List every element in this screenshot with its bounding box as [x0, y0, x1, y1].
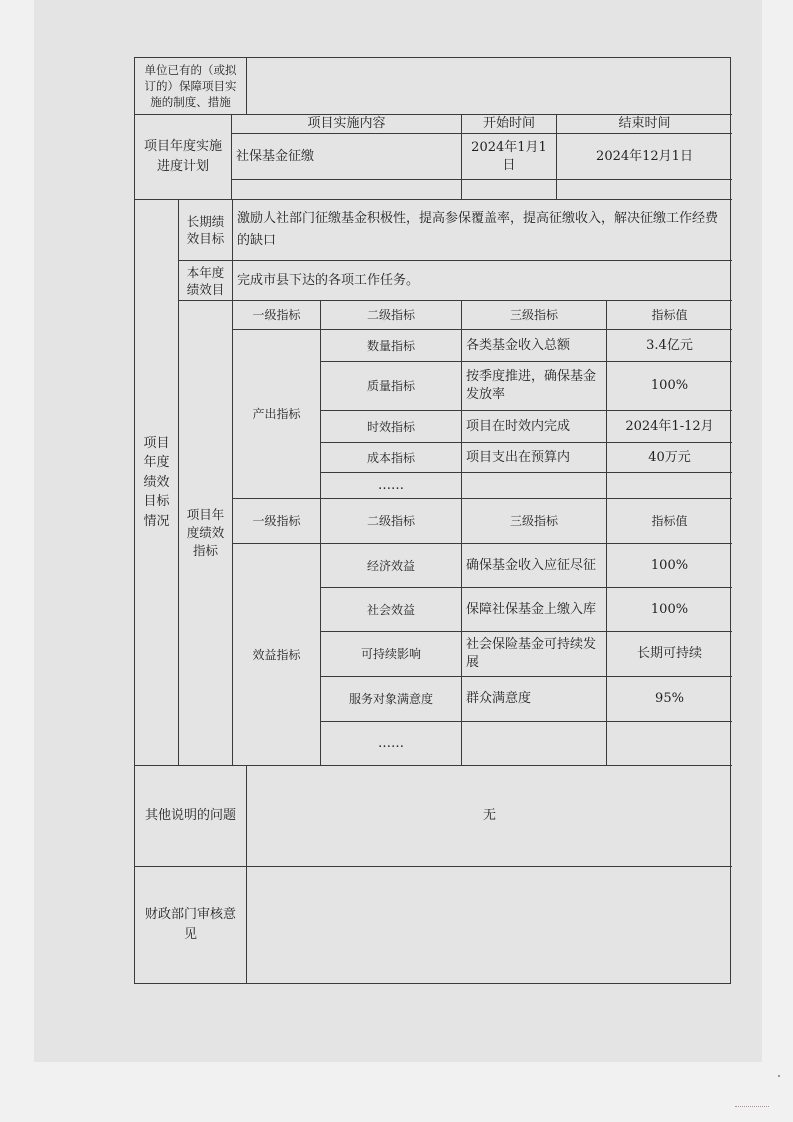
benefit-header-value: 指标值 [607, 499, 732, 544]
schedule-row-start [462, 180, 557, 200]
benefit-row-level3: 群众满意度 [462, 677, 607, 722]
output-header-level1: 一级指标 [233, 301, 321, 330]
schedule-row-end [557, 180, 732, 200]
output-row-level2: 成本指标 [321, 443, 462, 473]
output-row-level2: 数量指标 [321, 330, 462, 362]
benefit-row-level3: 保障社保基金上缴入库 [462, 588, 607, 632]
schedule-header-end: 结束时间 [557, 115, 732, 134]
output-row-value [607, 473, 732, 499]
indicator-group-label: 项目年度绩效指标 [179, 301, 233, 766]
measures-value [247, 58, 732, 115]
output-row-value: 40万元 [607, 443, 732, 473]
schedule-header-start: 开始时间 [462, 115, 557, 134]
output-indicator-label: 产出指标 [233, 330, 321, 499]
schedule-row-content [232, 180, 462, 200]
scan-dot [778, 1075, 780, 1077]
long-term-label: 长期绩效目标 [179, 200, 233, 261]
benefit-row-value: 长期可持续 [607, 632, 732, 677]
other-issues-label: 其他说明的问题 [135, 766, 247, 867]
other-issues-value: 无 [247, 766, 732, 867]
output-header-level3: 三级指标 [462, 301, 607, 330]
output-header-value: 指标值 [607, 301, 732, 330]
finance-review-value [247, 867, 732, 983]
finance-review-label: 财政部门审核意见 [135, 867, 247, 983]
benefit-row-level3: 社会保险基金可持续发展 [462, 632, 607, 677]
output-row-level2: …… [321, 473, 462, 499]
output-row-value: 3.4亿元 [607, 330, 732, 362]
benefit-row-value: 100% [607, 544, 732, 588]
output-header-level2: 二级指标 [321, 301, 462, 330]
benefit-row-level2: …… [321, 722, 462, 766]
benefit-row-level3 [462, 722, 607, 766]
benefit-row-level2: 社会效益 [321, 588, 462, 632]
benefit-row-value: 95% [607, 677, 732, 722]
output-row-level3: 各类基金收入总额 [462, 330, 607, 362]
benefit-row-level3: 确保基金收入应征尽征 [462, 544, 607, 588]
output-row-level2: 时效指标 [321, 411, 462, 443]
benefit-row-level2: 经济效益 [321, 544, 462, 588]
benefit-header-level1: 一级指标 [233, 499, 321, 544]
schedule-header-content: 项目实施内容 [232, 115, 462, 134]
annual-text: 完成市县下达的各项工作任务。 [233, 261, 732, 301]
output-row-level3 [462, 473, 607, 499]
schedule-row-start: 2024年1月1日 [462, 134, 557, 180]
scan-mark [735, 1106, 769, 1109]
measures-label: 单位已有的（或拟订的）保障项目实施的制度、措施 [135, 58, 247, 115]
output-row-level3: 项目在时效内完成 [462, 411, 607, 443]
benefit-indicator-label: 效益指标 [233, 544, 321, 766]
output-row-level3: 按季度推进，确保基金发放率 [462, 362, 607, 411]
schedule-row-end: 2024年12月1日 [557, 134, 732, 180]
output-row-value: 2024年1-12月 [607, 411, 732, 443]
schedule-row-content: 社保基金征缴 [232, 134, 462, 180]
performance-form-table [134, 57, 731, 984]
output-row-value: 100% [607, 362, 732, 411]
paper-sheet [34, 0, 762, 1062]
benefit-row-value [607, 722, 732, 766]
long-term-text: 激励人社部门征缴基金积极性，提高参保覆盖率，提高征缴收入，解决征缴工作经费的缺口 [233, 200, 732, 261]
benefit-row-level2: 可持续影响 [321, 632, 462, 677]
output-row-level3: 项目支出在预算内 [462, 443, 607, 473]
benefit-row-level2: 服务对象满意度 [321, 677, 462, 722]
schedule-label: 项目年度实施进度计划 [135, 115, 232, 200]
benefit-row-value: 100% [607, 588, 732, 632]
output-row-level2: 质量指标 [321, 362, 462, 411]
targets-section-label: 项目年度绩效目标情况 [135, 200, 179, 766]
benefit-header-level2: 二级指标 [321, 499, 462, 544]
annual-label: 本年度绩效目 [179, 261, 233, 301]
benefit-header-level3: 三级指标 [462, 499, 607, 544]
